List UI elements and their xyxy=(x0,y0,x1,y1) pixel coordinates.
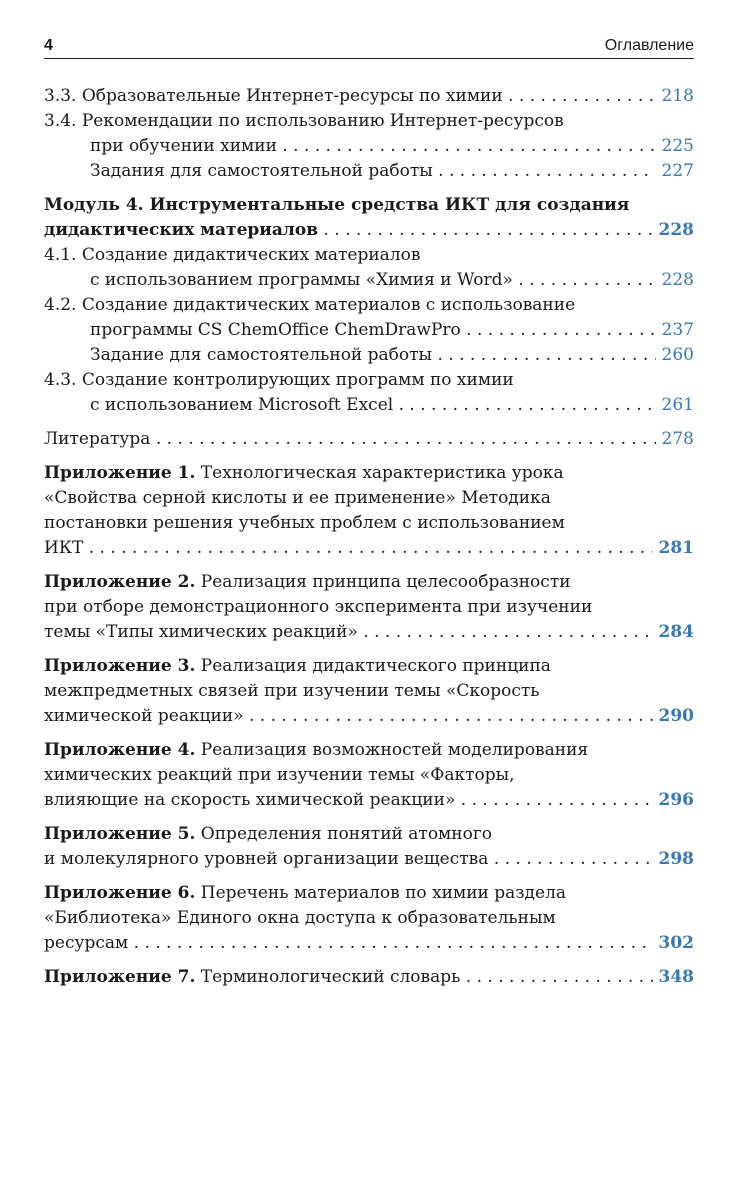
toc-entry-appendix-6[interactable] xyxy=(44,881,694,956)
toc-line: Приложение 1. Технологическая характеристика урока xyxy=(44,463,564,483)
toc-line: постановки решения учебных проблем с использованием xyxy=(44,513,565,533)
toc-entry-appendix-2[interactable] xyxy=(44,570,694,645)
toc-line: Приложение 6. Перечень материалов по химии раздела xyxy=(44,883,567,903)
toc-page-number[interactable]: 237 xyxy=(656,318,694,343)
toc-page-number[interactable]: 261 xyxy=(656,393,694,418)
appendix-label: Приложение 5. xyxy=(44,824,196,844)
appendix-label: Приложение 3. xyxy=(44,656,196,676)
toc-line: химических реакций при изучении темы «Факторы, xyxy=(44,765,515,785)
toc-line: с использованием программы «Химия и Word» 228 . . . xyxy=(44,268,694,293)
toc-entry-task-4[interactable] xyxy=(44,343,694,368)
toc-page-number[interactable]: 228 xyxy=(653,218,695,243)
appendix-label: Приложение 1. xyxy=(44,463,196,483)
toc-line: темы «Типы химических реакций» 284 . . . xyxy=(44,620,694,645)
toc-entry-3-3[interactable] xyxy=(44,84,694,109)
module-title: дидактических материалов 228 . . . xyxy=(44,218,694,243)
toc-page-number[interactable]: 281 xyxy=(653,536,695,561)
page-number: 4 xyxy=(44,37,53,54)
toc-page-number[interactable]: 298 xyxy=(653,847,695,872)
toc-page-number[interactable]: 296 xyxy=(653,788,695,813)
toc-entry-4-2[interactable] xyxy=(44,293,694,343)
toc-page-number[interactable]: 228 xyxy=(656,268,694,293)
toc-page-number[interactable]: 284 xyxy=(653,620,695,645)
running-title: Оглавление xyxy=(604,37,694,54)
toc-line: ИКТ 281 . . . xyxy=(44,536,694,561)
toc-line: при отборе демонстрационного эксперимента при изучении xyxy=(44,597,593,617)
toc-entry-3-4[interactable] xyxy=(44,109,694,159)
toc-entry-appendix-1[interactable] xyxy=(44,461,694,561)
toc-entry-tasks-3[interactable] xyxy=(44,159,694,184)
toc-line: Задания для самостоятельной работы 227 . . . xyxy=(44,159,694,184)
toc-line: Приложение 5. Определения понятий атомного xyxy=(44,824,492,844)
toc-entry-literature[interactable] xyxy=(44,427,694,452)
toc-entry-appendix-4[interactable] xyxy=(44,738,694,813)
toc-line: Задание для самостоятельной работы 260 . . . xyxy=(44,343,694,368)
toc-line: и молекулярного уровней организации вещества 298 . . . xyxy=(44,847,694,872)
toc-line: влияющие на скорость химической реакции» 296 . . . xyxy=(44,788,694,813)
toc-page-number[interactable]: 260 xyxy=(656,343,694,368)
toc-entry-appendix-3[interactable] xyxy=(44,654,694,729)
toc-line: Приложение 2. Реализация принципа целесообразности xyxy=(44,572,571,592)
table-of-contents xyxy=(44,84,694,990)
toc-line: 4.3. Создание контролирующих программ по химии xyxy=(44,370,514,390)
toc-line: 3.4. Рекомендации по использованию Интернет-ресурсов xyxy=(44,111,564,131)
toc-page-number[interactable]: 218 xyxy=(656,84,694,109)
appendix-label: Приложение 6. xyxy=(44,883,196,903)
toc-line: химической реакции» 290 . . . xyxy=(44,704,694,729)
toc-page-number[interactable]: 290 xyxy=(653,704,695,729)
toc-line: «Библиотека» Единого окна доступа к образовательным xyxy=(44,908,556,928)
toc-entry-module-4[interactable] xyxy=(44,193,694,243)
toc-line: Приложение 7. Терминологический словарь 348 . . . xyxy=(44,965,694,990)
toc-line: 4.2. Создание дидактических материалов с использование xyxy=(44,295,576,315)
toc-entry-appendix-5[interactable] xyxy=(44,822,694,872)
toc-line: «Свойства серной кислоты и ее применение» Методика xyxy=(44,488,551,508)
appendix-label: Приложение 4. xyxy=(44,740,196,760)
toc-line: программы CS ChemOffice ChemDrawPro 237 . . . xyxy=(44,318,694,343)
toc-entry-4-1[interactable] xyxy=(44,243,694,293)
toc-line: 4.1. Создание дидактических материалов xyxy=(44,245,421,265)
toc-page-number[interactable]: 227 xyxy=(656,159,694,184)
toc-entry-appendix-7[interactable] xyxy=(44,965,694,990)
running-header xyxy=(44,36,694,59)
toc-line: ресурсам 302 . . . xyxy=(44,931,694,956)
toc-line: Приложение 4. Реализация возможностей моделирования xyxy=(44,740,589,760)
toc-line: 3.3. Образовательные Интернет-ресурсы по химии 218 . . . xyxy=(44,84,694,109)
toc-page-number[interactable]: 348 xyxy=(653,965,695,990)
toc-line: межпредметных связей при изучении темы «Скорость xyxy=(44,681,540,701)
toc-page-number[interactable]: 302 xyxy=(653,931,695,956)
appendix-label: Приложение 7. xyxy=(44,967,196,987)
toc-line: при обучении химии 225 . . . xyxy=(44,134,694,159)
toc-line: с использованием Microsoft Excel 261 . . . xyxy=(44,393,694,418)
module-title: Модуль 4. Инструментальные средства ИКТ для создания xyxy=(44,195,630,215)
appendix-label: Приложение 2. xyxy=(44,572,196,592)
toc-entry-4-3[interactable] xyxy=(44,368,694,418)
toc-line: Приложение 3. Реализация дидактического принципа xyxy=(44,656,551,676)
toc-page-number[interactable]: 278 xyxy=(656,427,694,452)
toc-line: Литература 278 . . . xyxy=(44,427,694,452)
toc-page-number[interactable]: 225 xyxy=(656,134,694,159)
